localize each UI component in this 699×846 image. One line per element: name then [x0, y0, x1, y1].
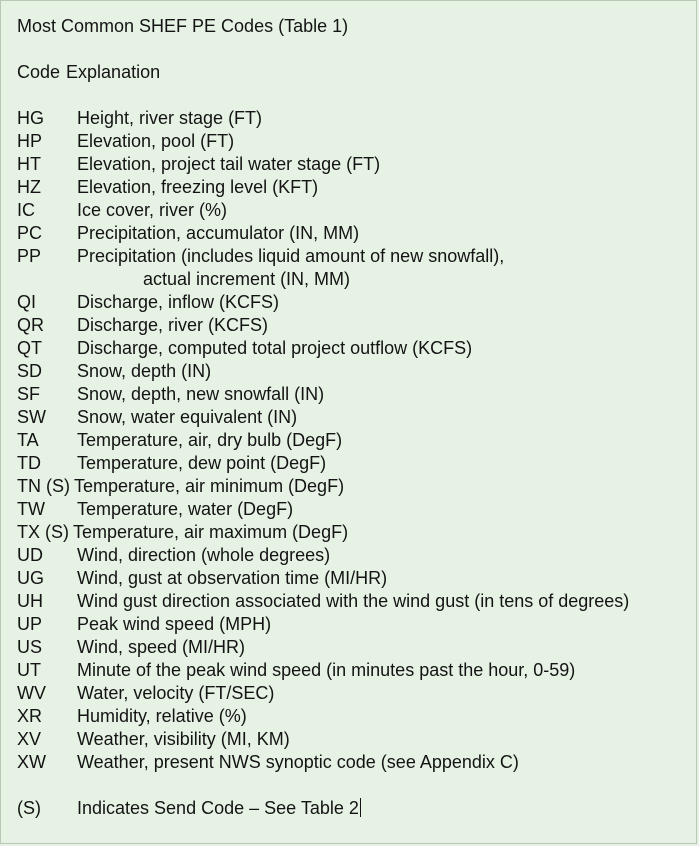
table-row	[17, 222, 697, 245]
row-explanation-text: Elevation, pool (FT)	[77, 131, 235, 151]
row-explanation	[77, 130, 697, 153]
row-explanation	[77, 429, 697, 452]
row-code: UT	[17, 660, 41, 680]
table-row	[17, 751, 697, 774]
table-row	[17, 567, 697, 590]
table-row	[17, 107, 697, 130]
row-explanation	[77, 222, 697, 245]
row-code: WV	[17, 683, 46, 703]
row-code: SD	[17, 361, 43, 381]
row-explanation-text: Snow, depth, new snowfall (IN)	[77, 384, 325, 404]
header-code: Code	[17, 62, 61, 82]
row-explanation	[77, 314, 697, 337]
table-row	[17, 544, 697, 567]
footnote-code: (S)	[17, 798, 41, 818]
row-explanation	[77, 590, 697, 613]
code-table	[17, 107, 697, 774]
row-code: TD	[17, 453, 41, 473]
row-code: XR	[17, 706, 43, 726]
row-explanation-text: Elevation, freezing level (KFT)	[77, 177, 319, 197]
table-row	[17, 613, 697, 636]
row-explanation-text: Discharge, computed total project outflow (KCFS)	[77, 338, 473, 358]
table-row	[17, 429, 697, 452]
row-explanation	[77, 406, 697, 429]
row-explanation	[77, 107, 697, 130]
row-explanation-text: Peak wind speed (MPH)	[77, 614, 272, 634]
row-explanation	[77, 682, 697, 705]
table-row	[17, 176, 697, 199]
footnote-explanation	[77, 797, 697, 820]
row-code: US	[17, 637, 43, 657]
row-code: SW	[17, 407, 46, 427]
row-code: UG	[17, 568, 44, 588]
spacer	[17, 84, 697, 107]
table-row	[17, 199, 697, 222]
row-explanation-text: Ice cover, river (%)	[77, 200, 228, 220]
text-cursor	[360, 798, 361, 817]
row-explanation	[77, 659, 697, 682]
table-row	[17, 291, 697, 314]
row-explanation-text: Elevation, project tail water stage (FT)	[77, 154, 381, 174]
table-row	[17, 245, 697, 268]
row-explanation-text: Snow, depth (IN)	[77, 361, 212, 381]
spacer	[17, 774, 697, 797]
row-code: SF	[17, 384, 41, 404]
row-explanation-text: Weather, present NWS synoptic code (see Appendix C)	[77, 752, 519, 772]
table-row	[17, 682, 697, 705]
document-body	[17, 15, 697, 820]
row-explanation-text: Wind, gust at observation time (MI/HR)	[77, 568, 388, 588]
row-explanation	[77, 567, 697, 590]
row-code: PC	[17, 223, 43, 243]
row-explanation	[73, 521, 697, 544]
row-code: UD	[17, 545, 43, 565]
row-code: HT	[17, 154, 41, 174]
table-row	[17, 406, 697, 429]
row-code: XW	[17, 752, 46, 772]
table-row	[17, 705, 697, 728]
row-explanation	[77, 291, 697, 314]
row-explanation-continuation: actual increment (IN, MM)	[143, 269, 351, 289]
row-code: UH	[17, 591, 43, 611]
row-explanation	[77, 176, 697, 199]
row-explanation	[77, 705, 697, 728]
row-explanation-text: Humidity, relative (%)	[77, 706, 247, 726]
row-explanation	[77, 544, 697, 567]
row-explanation	[77, 153, 697, 176]
row-code: PP	[17, 246, 42, 266]
table-row	[17, 130, 697, 153]
row-explanation	[77, 728, 697, 751]
row-explanation-text: Height, river stage (FT)	[77, 108, 263, 128]
row-code: QT	[17, 338, 42, 358]
row-explanation-text: Wind gust direction associated with the wind gust (in tens of degrees)	[77, 591, 630, 611]
row-explanation	[77, 613, 697, 636]
table-row	[17, 728, 697, 751]
table-row	[17, 498, 697, 521]
footnote-text: Indicates Send Code – See Table 2	[77, 798, 359, 818]
table-row	[17, 636, 697, 659]
table-header	[17, 61, 697, 84]
row-explanation-text: Temperature, air minimum (DegF)	[74, 476, 345, 496]
row-code: HZ	[17, 177, 41, 197]
row-explanation	[77, 498, 697, 521]
row-explanation-text: Precipitation, accumulator (IN, MM)	[77, 223, 360, 243]
row-explanation	[77, 452, 697, 475]
table-row	[17, 521, 697, 544]
table-row	[17, 659, 697, 682]
row-explanation-text: Temperature, water (DegF)	[77, 499, 294, 519]
row-explanation-text: Precipitation (includes liquid amount of new snowfall),	[77, 246, 505, 266]
table-row	[17, 475, 697, 498]
header-explanation: Explanation	[66, 62, 161, 82]
row-explanation-text: Minute of the peak wind speed (in minutes past the hour, 0-59)	[77, 660, 576, 680]
footnote-row	[17, 797, 697, 820]
row-explanation-text: Wind, direction (whole degrees)	[77, 545, 331, 565]
row-explanation-text: Wind, speed (MI/HR)	[77, 637, 246, 657]
row-code: IC	[17, 200, 35, 220]
table-row	[17, 452, 697, 475]
row-code: HP	[17, 131, 43, 151]
row-code: QR	[17, 315, 44, 335]
row-explanation-text: Temperature, dew point (DegF)	[77, 453, 327, 473]
row-explanation	[77, 360, 697, 383]
table-row	[17, 314, 697, 337]
table-row	[17, 337, 697, 360]
row-code: XV	[17, 729, 42, 749]
row-explanation	[77, 245, 697, 268]
row-explanation-text: Weather, visibility (MI, KM)	[77, 729, 290, 749]
row-explanation-text: Temperature, air maximum (DegF)	[73, 522, 349, 542]
row-explanation-text: Temperature, air, dry bulb (DegF)	[77, 430, 343, 450]
row-code: TX (S)	[17, 522, 69, 542]
row-code: TA	[17, 430, 39, 450]
row-explanation	[77, 337, 697, 360]
row-code: TW	[17, 499, 45, 519]
table-row	[17, 590, 697, 613]
spacer	[17, 38, 697, 61]
row-code: HG	[17, 108, 44, 128]
row-explanation-text: Discharge, river (KCFS)	[77, 315, 269, 335]
table-row	[17, 383, 697, 406]
table-row	[17, 153, 697, 176]
row-code: QI	[17, 292, 37, 312]
row-explanation	[74, 475, 697, 498]
row-explanation	[77, 751, 697, 774]
row-explanation	[77, 383, 697, 406]
row-explanation	[77, 199, 697, 222]
document-title: Most Common SHEF PE Codes (Table 1)	[17, 16, 349, 36]
row-code: TN (S)	[17, 476, 70, 496]
row-explanation-text: Discharge, inflow (KCFS)	[77, 292, 280, 312]
row-explanation-text: Water, velocity (FT/SEC)	[77, 683, 275, 703]
row-explanation	[77, 636, 697, 659]
row-code: UP	[17, 614, 43, 634]
row-explanation-text: Snow, water equivalent (IN)	[77, 407, 298, 427]
table-row	[17, 360, 697, 383]
